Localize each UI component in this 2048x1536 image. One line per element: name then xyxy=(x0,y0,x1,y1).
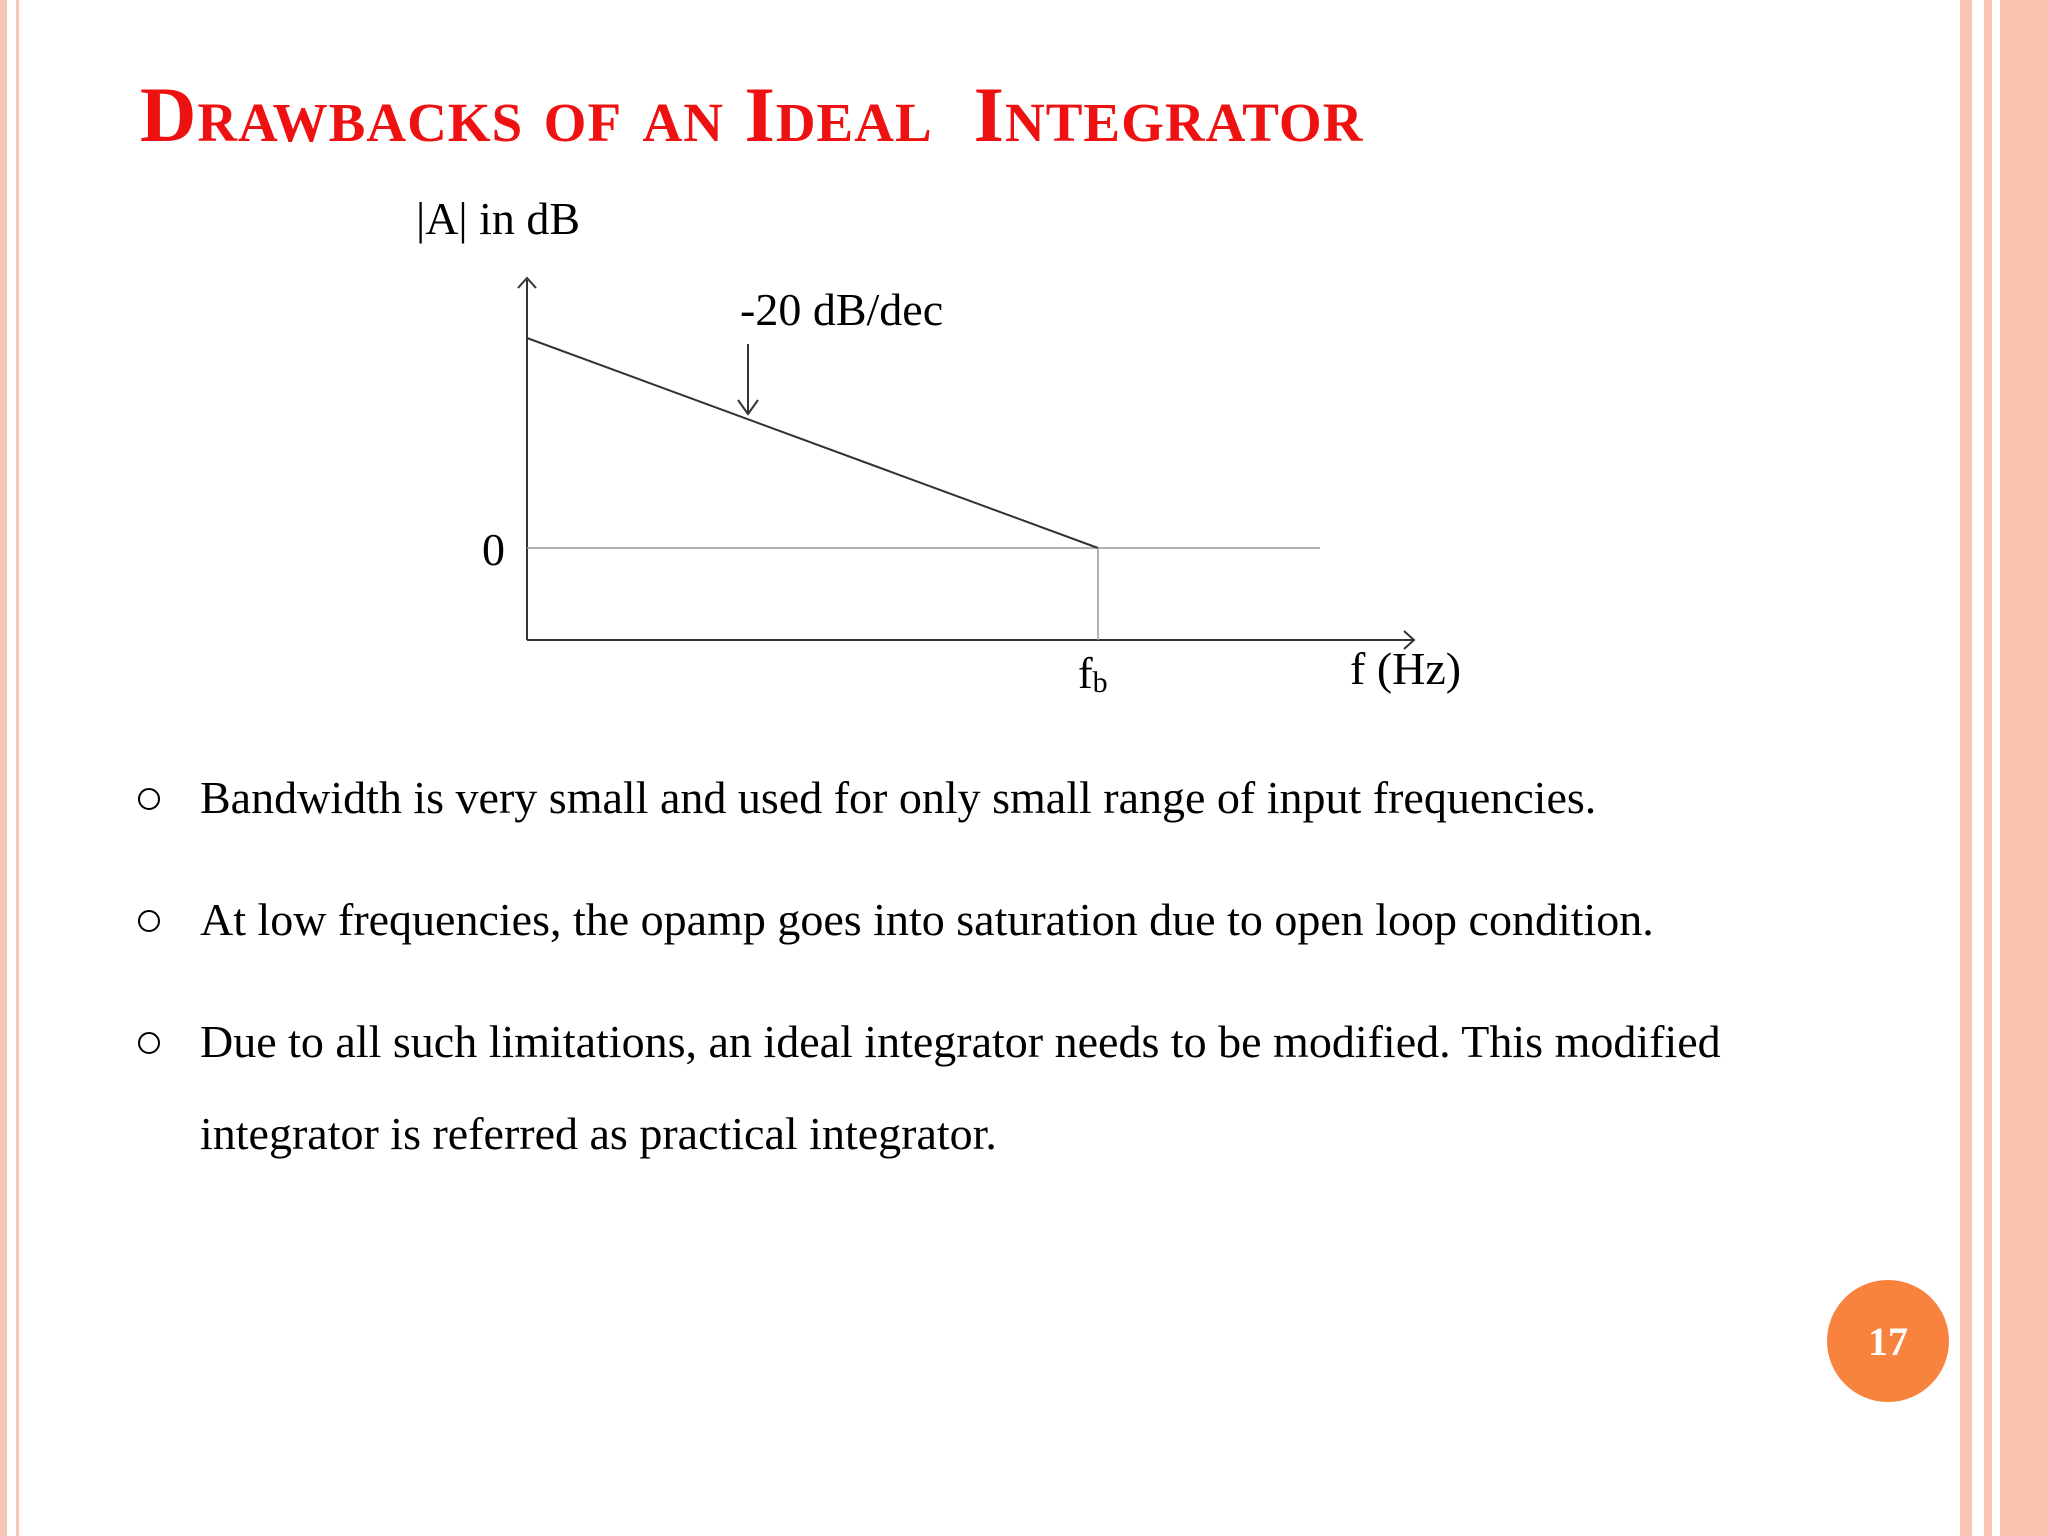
gain-slope-line xyxy=(527,338,1098,548)
bullet-item xyxy=(132,874,1892,966)
y-axis-label: |A| in dB xyxy=(416,193,581,244)
bullet-item xyxy=(132,996,1892,1180)
x-axis-label: f (Hz) xyxy=(1350,643,1462,694)
hollow-circle-bullet-icon xyxy=(138,788,160,810)
zero-label: 0 xyxy=(482,524,505,575)
bullet-list xyxy=(132,752,1892,1210)
bullet-item xyxy=(132,752,1892,844)
hollow-circle-bullet-icon xyxy=(138,1032,160,1054)
page-number-badge: 17 xyxy=(1827,1280,1949,1402)
bullet-text: Due to all such limitations, an ideal integrator needs to be modified. This modified integrator is referred as practical integrator. xyxy=(200,1016,1721,1159)
slope-label: -20 dB/dec xyxy=(740,284,944,335)
slide-title: Drawbacks of an Ideal Integrator xyxy=(140,71,1364,158)
fb-label xyxy=(1078,649,1108,699)
hollow-circle-bullet-icon xyxy=(138,910,160,932)
fb-label-main: f xyxy=(1078,649,1093,698)
bullet-text: Bandwidth is very small and used for only small range of input frequencies. xyxy=(200,772,1597,823)
fb-label-sub: b xyxy=(1092,666,1108,699)
bullet-text: At low frequencies, the opamp goes into saturation due to open loop condition. xyxy=(200,894,1654,945)
